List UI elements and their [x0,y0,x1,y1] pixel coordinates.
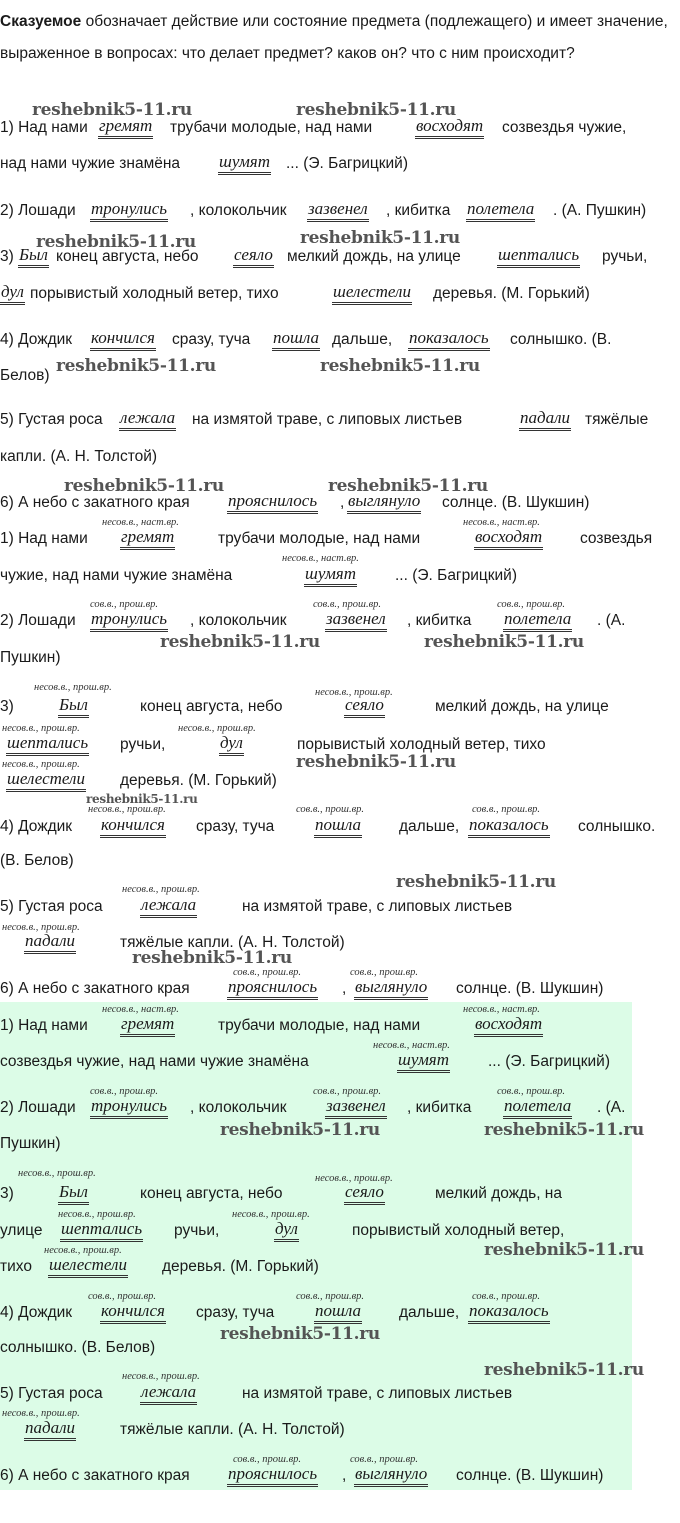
p2-s1-text-d: чужие, над нами чужие знамёна [0,567,233,584]
p1-s1-text-b: трубачи молодые, над нами [170,119,373,136]
p3-s4-text-a: 4) Дождик [0,1304,73,1321]
p3-predicate-shumyat: шумят [397,1050,450,1073]
p1-s1-text-d: над нами чужие знамёна [0,155,181,172]
p3-tag: несов.в., прош.вр. [2,1408,80,1419]
p1-s3-text-b: конец августа, небо [56,248,199,265]
p1-s4-text-b: сразу, туча [172,331,251,348]
watermark: reshebnik5-11.ru [220,1120,380,1140]
p2-predicate-pokazalos: показалось [468,815,550,838]
p3-s3-text-g: тихо [0,1258,32,1275]
p2-s3-text-f: деревья. (М. Горький) [120,772,277,789]
p3-s5-text-c: тяжёлые капли. (А. Н. Толстой) [120,1421,345,1438]
p2-s3-text-d: ручьи, [120,736,166,753]
p1-predicate-sheptalis: шептались [497,245,580,268]
p1-predicate-poletela: полетела [466,199,535,222]
p3-s5-text-a: 5) Густая роса [0,1385,103,1402]
watermark: reshebnik5-11.ru [328,476,488,496]
p2-tag: сов.в., прош.вр. [90,599,158,610]
p2-s4-text-b: сразу, туча [196,818,275,835]
p2-s2-text-d: . (А. [597,612,626,629]
p2-s4-text-a: 4) Дождик [0,818,73,835]
p1-predicate-poshla: пошла [272,328,320,351]
p3-tag: несов.в., наст.вр. [373,1040,450,1051]
p3-predicate-lezhala: лежала [140,1382,197,1405]
p1-predicate-voskhodyat: восходят [415,116,484,139]
p2-s6-text-a: 6) А небо с закатного края [0,980,190,997]
p3-s1-text-b: трубачи молодые, над нами [218,1017,421,1034]
p2-predicate-poletela: полетела [503,609,572,632]
watermark: reshebnik5-11.ru [132,948,292,968]
p1-predicate-byl: Был [18,245,49,268]
p2-s1-text-a: 1) Над нами [0,530,88,547]
p1-predicate-pokazalos: показалось [408,328,490,351]
p2-s5-text-b: на измятой траве, с липовых листьев [242,898,513,915]
p3-s2-text-b: , колокольчик [190,1099,287,1116]
p2-predicate-padali: падали [24,931,76,954]
p1-s2-text-c: , кибитка [386,202,451,219]
p1-predicate-konchilsya: кончился [90,328,156,351]
watermark: reshebnik5-11.ru [296,100,456,120]
p1-s2-text-d: . (А. Пушкин) [553,202,647,219]
p3-s6-text-a: 6) А небо с закатного края [0,1467,190,1484]
p2-s2-text-b: , колокольчик [190,612,287,629]
p1-s4-text-d: солнышко. (В. [510,331,612,348]
p3-s2-text-a: 2) Лошади [0,1099,76,1116]
p3-tag: сов.в., прош.вр. [90,1086,158,1097]
p2-s6-text-b: , [342,980,347,997]
p3-predicate-gremyat: гремят [120,1014,175,1037]
p3-predicate-zazvenel: зазвенел [325,1096,387,1119]
p3-s4-text-c: дальше, [399,1304,460,1321]
p3-s3-text-d: улице [0,1222,43,1239]
p2-tag: сов.в., прош.вр. [497,599,565,610]
p3-s3-text-c: мелкий дождь, на [435,1185,562,1202]
p3-tag: несов.в., прош.вр. [58,1209,136,1220]
watermark: reshebnik5-11.ru [64,476,224,496]
p1-predicate-dul: дул [0,282,25,305]
p3-s1-text-a: 1) Над нами [0,1017,88,1034]
watermark: reshebnik5-11.ru [424,632,584,652]
p3-predicate-pokazalos: показалось [468,1301,550,1324]
p2-tag: несов.в., наст.вр. [463,517,540,528]
p3-s6-text-c: солнце. (В. Шукшин) [456,1467,604,1484]
p2-predicate-lezhala: лежала [140,895,197,918]
p2-s4-text-e: (В. Белов) [0,852,74,869]
p3-predicate-vyglyanulo: выглянуло [354,1464,428,1487]
p3-s3-text-h: деревья. (М. Горький) [162,1258,319,1275]
p2-tag: сов.в., прош.вр. [233,967,301,978]
p2-predicate-zazvenel: зазвенел [325,609,387,632]
p2-predicate-shelesteli: шелестели [6,769,86,792]
p3-tag: сов.в., прош.вр. [472,1291,540,1302]
intro-term: Сказуемое [0,13,82,30]
p1-s3-text-f: деревья. (М. Горький) [433,285,590,302]
p1-s2-text-b: , колокольчик [190,202,287,219]
p3-s3-text-a: 3) [0,1185,14,1202]
p2-s2-text-a: 2) Лошади [0,612,76,629]
p1-s5-text-d: капли. (А. Н. Толстой) [0,448,158,465]
p2-predicate-vyglyanulo: выглянуло [354,977,428,1000]
p3-s1-text-c: созвездья чужие, над нами чужие знамёна [0,1053,309,1070]
watermark: reshebnik5-11.ru [86,792,198,806]
p1-s1-text-e: ... (Э. Багрицкий) [286,155,409,172]
p1-s3-text-a: 3) [0,248,14,265]
p1-s4-text-c: дальше, [332,331,393,348]
p1-predicate-gremyat: гремят [98,116,153,139]
p1-s3-text-c: мелкий дождь, на улице [287,248,461,265]
watermark: reshebnik5-11.ru [484,1360,644,1380]
p3-predicate-dul: дул [274,1219,299,1242]
p1-predicate-vyglyanulo: выглянуло [347,491,421,514]
p1-s4-text-a: 4) Дождик [0,331,73,348]
p3-tag: несов.в., прош.вр. [18,1168,96,1179]
p2-s1-text-c: созвездья [580,530,653,547]
p1-s5-text-a: 5) Густая роса [0,411,103,428]
p2-predicate-dul: дул [219,733,244,756]
watermark: reshebnik5-11.ru [484,1120,644,1140]
watermark: reshebnik5-11.ru [220,1324,380,1344]
p3-tag: несов.в., прош.вр. [232,1209,310,1220]
p3-tag: сов.в., прош.вр. [296,1291,364,1302]
p3-s3-text-e: ручьи, [174,1222,220,1239]
p2-tag: несов.в., прош.вр. [88,804,166,815]
p3-predicate-padali: падали [24,1418,76,1441]
p3-predicate-proyasnilos: прояснилось [227,1464,318,1487]
p1-predicate-proyasnilos: прояснилось [227,491,318,514]
p1-predicate-padali: падали [519,408,571,431]
p3-tag: несов.в., наст.вр. [102,1004,179,1015]
p2-s5-text-c: тяжёлые капли. (А. Н. Толстой) [120,934,345,951]
p1-s1-text-c: созвездья чужие, [502,119,627,136]
watermark: reshebnik5-11.ru [320,356,480,376]
p3-predicate-poshla: пошла [314,1301,362,1324]
p1-s5-text-b: на измятой траве, с липовых листьев [192,411,463,428]
p3-predicate-voskhodyat: восходят [474,1014,543,1037]
p3-predicate-shelesteli: шелестели [48,1255,128,1278]
p1-s1-text-a: 1) Над нами [0,119,88,136]
p2-s1-text-e: ... (Э. Багрицкий) [395,567,518,584]
p3-tag: несов.в., прош.вр. [315,1173,393,1184]
p3-predicate-seyalo: сеяло [344,1182,385,1205]
p3-s2-text-c: , кибитка [407,1099,472,1116]
watermark: reshebnik5-11.ru [484,1240,644,1260]
p3-s3-text-f: порывистый холодный ветер, [352,1222,565,1239]
watermark: reshebnik5-11.ru [32,100,192,120]
p1-s2-text-a: 2) Лошади [0,202,76,219]
p1-s3-text-d: ручьи, [602,248,648,265]
p2-tag: сов.в., прош.вр. [350,967,418,978]
p3-predicate-tronulis: тронулись [90,1096,168,1119]
p2-predicate-sheptalis: шептались [6,733,89,756]
p3-tag: сов.в., прош.вр. [88,1291,156,1302]
p2-tag: несов.в., прош.вр. [2,759,80,770]
p2-predicate-gremyat: гремят [120,527,175,550]
watermark: reshebnik5-11.ru [36,232,196,252]
p2-predicate-voskhodyat: восходят [474,527,543,550]
p2-s3-text-b: конец августа, небо [140,698,283,715]
p2-s3-text-c: мелкий дождь, на улице [435,698,609,715]
p2-tag: несов.в., прош.вр. [122,884,200,895]
p2-s3-text-a: 3) [0,698,14,715]
p2-tag: несов.в., прош.вр. [2,922,80,933]
p3-predicate-sheptalis: шептались [60,1219,143,1242]
p2-s1-text-b: трубачи молодые, над нами [218,530,421,547]
p2-predicate-proyasnilos: прояснилось [227,977,318,1000]
p3-s3-text-b: конец августа, небо [140,1185,283,1202]
watermark: reshebnik5-11.ru [56,356,216,376]
p3-tag: несов.в., наст.вр. [463,1004,540,1015]
watermark: reshebnik5-11.ru [300,228,460,248]
p1-s6-text-c: солнце. (В. Шукшин) [442,494,590,511]
p3-s6-text-b: , [342,1467,347,1484]
p3-predicate-byl: Был [58,1182,89,1205]
p3-s4-text-d: солнышко. (В. Белов) [0,1339,156,1356]
p2-s5-text-a: 5) Густая роса [0,898,103,915]
p2-tag: несов.в., прош.вр. [2,723,80,734]
p2-predicate-poshla: пошла [314,815,362,838]
p3-s5-text-b: на измятой траве, с липовых листьев [242,1385,513,1402]
p2-tag: несов.в., прош.вр. [34,682,112,693]
p2-predicate-konchilsya: кончился [100,815,166,838]
p1-predicate-shelesteli: шелестели [332,282,412,305]
p2-tag: несов.в., прош.вр. [315,687,393,698]
p2-predicate-byl: Был [58,695,89,718]
p1-predicate-shumyat: шумят [218,152,271,175]
p2-predicate-shumyat: шумят [304,564,357,587]
p2-tag: сов.в., прош.вр. [472,804,540,815]
p1-s3-text-e: порывистый холодный ветер, тихо [30,285,279,302]
p3-s1-text-d: ... (Э. Багрицкий) [488,1053,611,1070]
p3-s2-text-e: Пушкин) [0,1135,61,1152]
p3-predicate-konchilsya: кончился [100,1301,166,1324]
p3-s2-text-d: . (А. [597,1099,626,1116]
p2-predicate-seyalo: сеяло [344,695,385,718]
p1-s4-text-e: Белов) [0,367,50,384]
watermark: reshebnik5-11.ru [396,872,556,892]
p1-predicate-seyalo: сеяло [233,245,274,268]
p2-tag: сов.в., прош.вр. [313,599,381,610]
p2-s4-text-d: солнышко. [578,818,656,835]
intro-text: обозначает действие или состояние предмета (подлежащего) и имеет значение, выраженное в вопросах: что делает предмет? каков он? что с ним происходит? [0,13,668,62]
p3-tag: несов.в., прош.вр. [122,1371,200,1382]
p3-tag: сов.в., прош.вр. [313,1086,381,1097]
p1-predicate-zazvenel: зазвенел [307,199,369,222]
p2-tag: несов.в., наст.вр. [282,553,359,564]
p2-tag: сов.в., прош.вр. [296,804,364,815]
p3-predicate-poletela: полетела [503,1096,572,1119]
p2-predicate-tronulis: тронулись [90,609,168,632]
p2-s3-text-e: порывистый холодный ветер, тихо [297,736,546,753]
watermark: reshebnik5-11.ru [160,632,320,652]
p1-s6-text-a: 6) А небо с закатного края [0,494,190,511]
p2-s2-text-e: Пушкин) [0,649,61,666]
p1-predicate-tronulis: тронулись [90,199,168,222]
p2-s4-text-c: дальше, [399,818,460,835]
p3-tag: сов.в., прош.вр. [497,1086,565,1097]
p1-predicate-lezhala: лежала [119,408,176,431]
p2-tag: несов.в., наст.вр. [102,517,179,528]
watermark: reshebnik5-11.ru [296,752,456,772]
p2-tag: несов.в., прош.вр. [178,723,256,734]
intro-paragraph [0,6,676,70]
p1-s6-text-b: , [340,494,345,511]
p1-s5-text-c: тяжёлые [585,411,649,428]
p3-tag: сов.в., прош.вр. [233,1454,301,1465]
p2-s2-text-c: , кибитка [407,612,472,629]
p3-tag: сов.в., прош.вр. [350,1454,418,1465]
p2-s6-text-c: солнце. (В. Шукшин) [456,980,604,997]
p3-s4-text-b: сразу, туча [196,1304,275,1321]
p3-tag: несов.в., прош.вр. [44,1245,122,1256]
